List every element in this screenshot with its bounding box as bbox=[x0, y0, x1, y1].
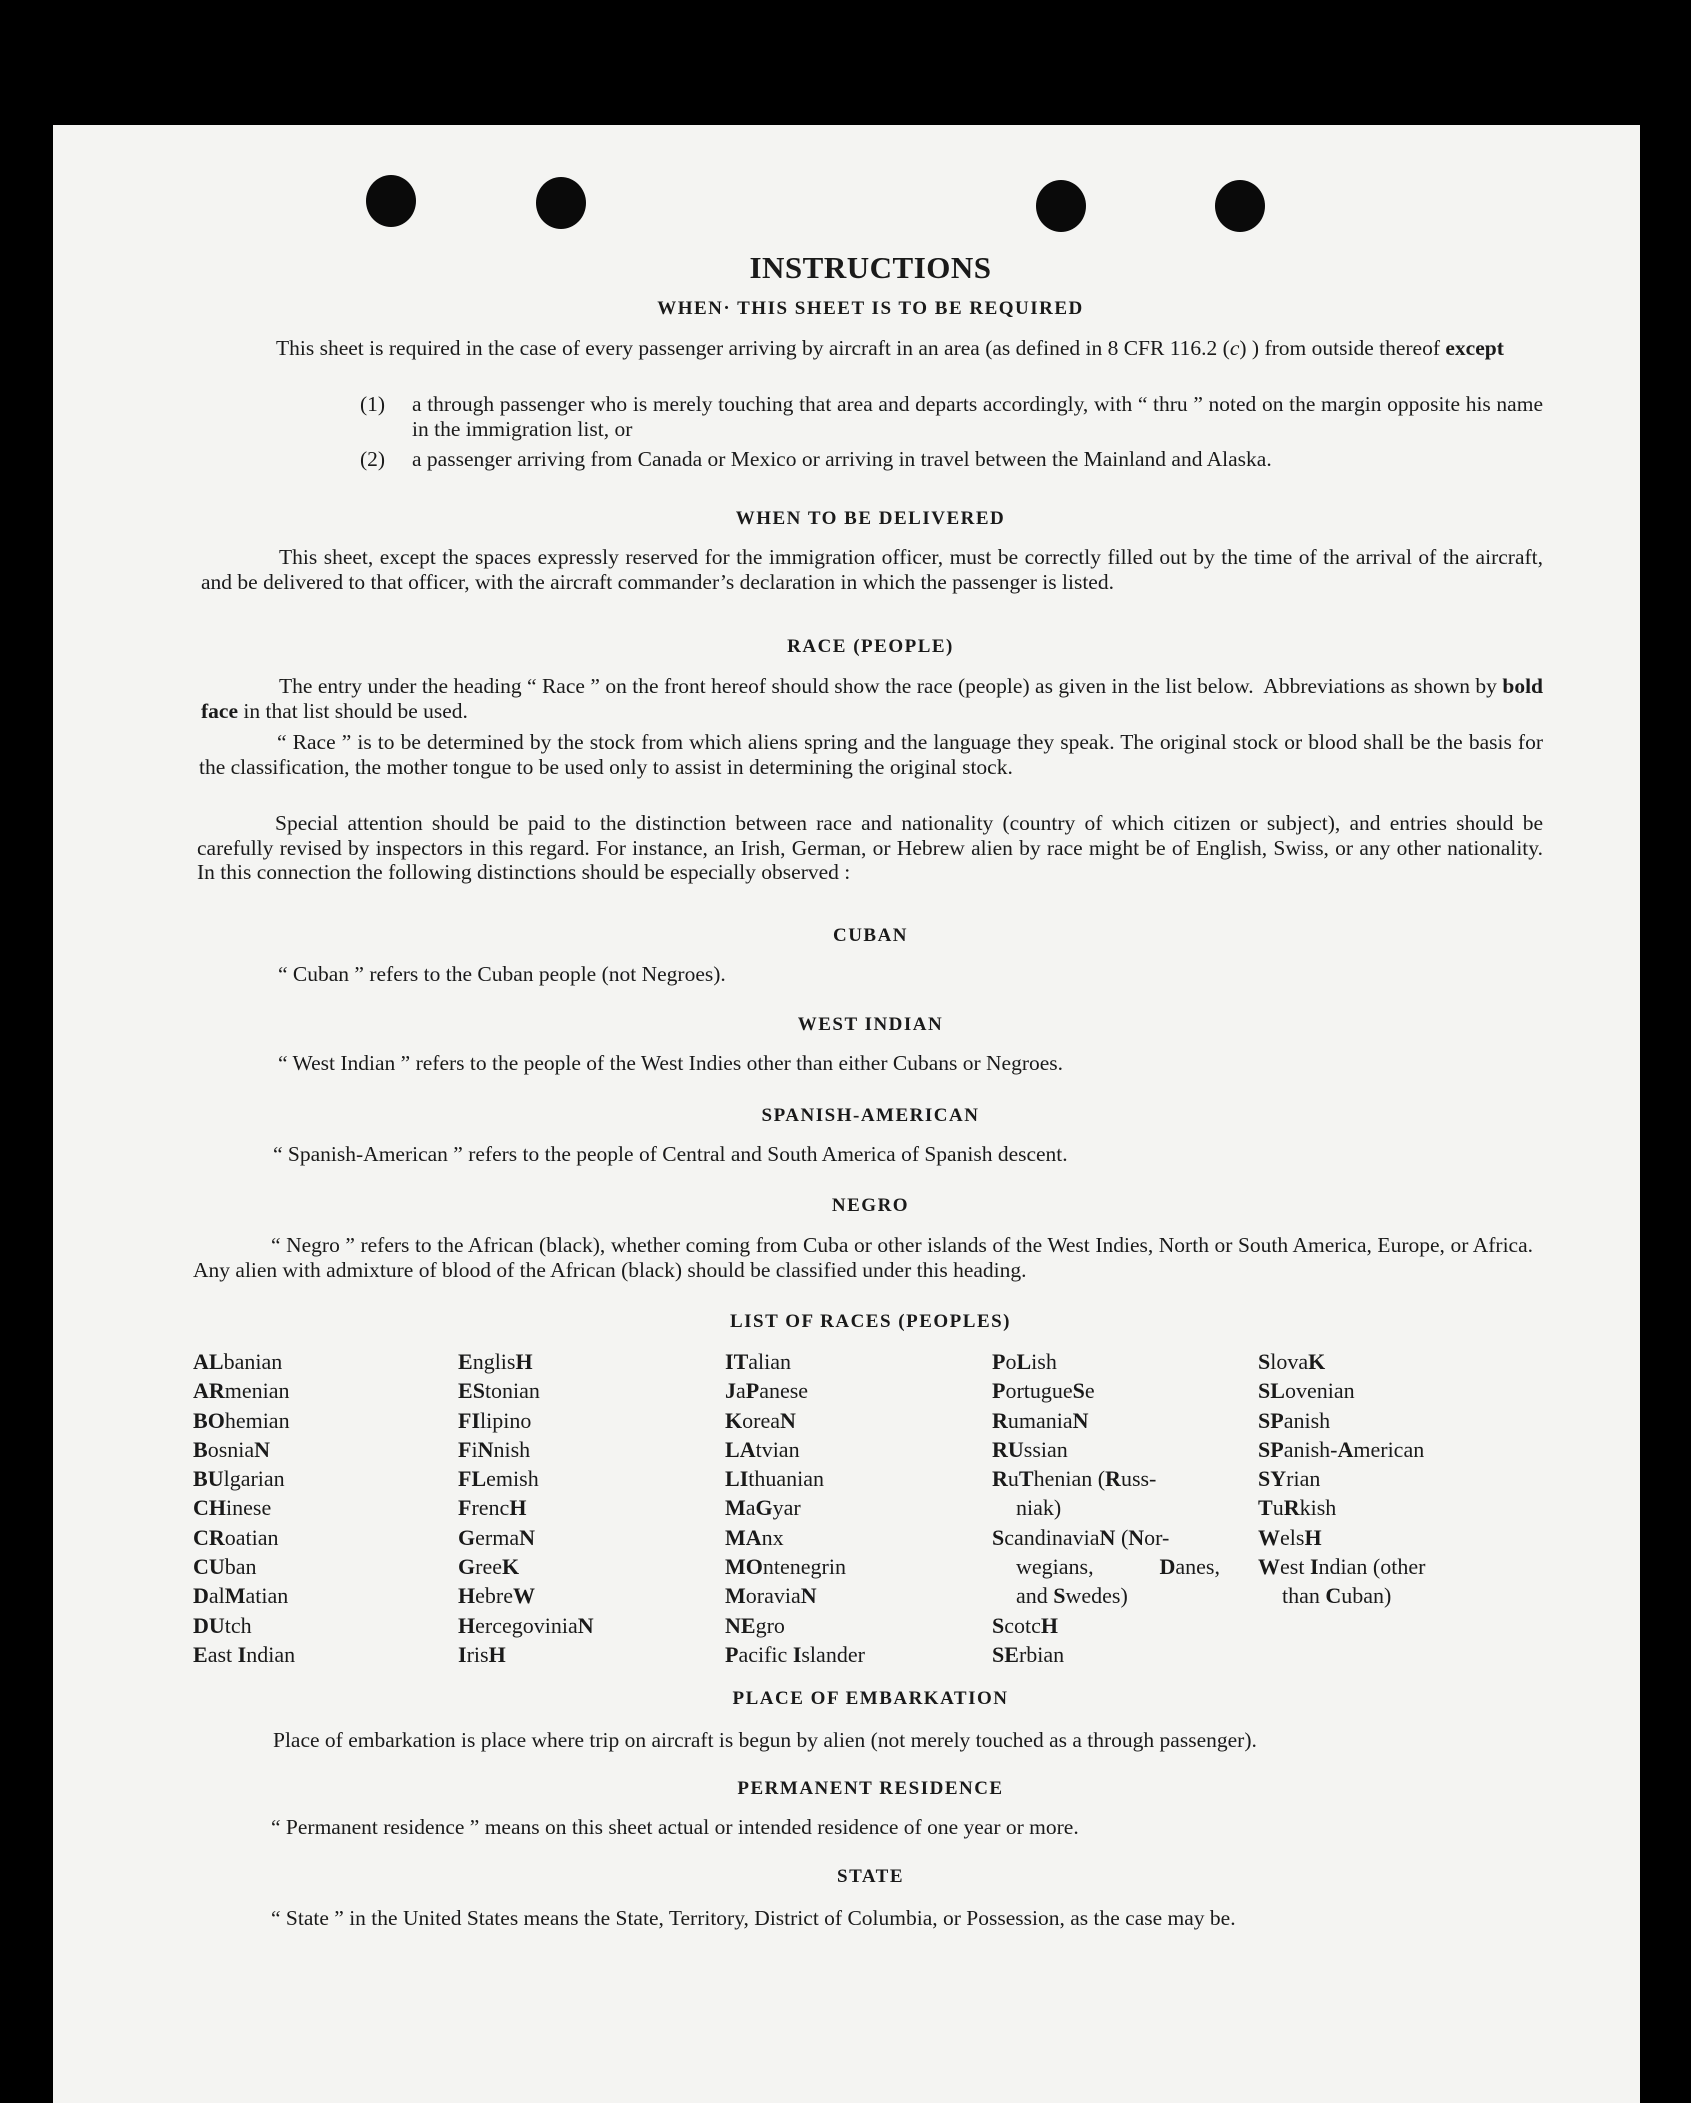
race-entry: RUssian bbox=[992, 1436, 1068, 1462]
race-entry: BOhemian bbox=[193, 1407, 290, 1433]
race-entry: MOntenegrin bbox=[725, 1554, 846, 1580]
race-entry: IrisH bbox=[458, 1641, 506, 1667]
race-entry: CRoatian bbox=[193, 1524, 279, 1550]
race-entry: FIlipino bbox=[458, 1407, 532, 1433]
race-entry: West Indian (other bbox=[1258, 1554, 1426, 1580]
race-column-5 bbox=[1258, 1347, 1543, 1611]
race-entry: SPanish bbox=[1258, 1407, 1331, 1433]
race-entry: MAnx bbox=[725, 1524, 784, 1550]
race-entry: DalMatian bbox=[193, 1583, 289, 1609]
race-column-2 bbox=[458, 1347, 708, 1669]
race-entry-continued: and Swedes) bbox=[1016, 1583, 1128, 1609]
race-entry: EStonian bbox=[458, 1378, 540, 1404]
race-entry: PortugueSe bbox=[992, 1378, 1095, 1404]
heading-list-of-races: LIST OF RACES (PEOPLES) bbox=[729, 1311, 1012, 1332]
race-entry: SYrian bbox=[1258, 1466, 1321, 1492]
heading-state: STATE bbox=[837, 1866, 904, 1887]
race-paragraph-1: The entry under the heading “ Race ” on the front hereof should show the race (people) as given in the list below. Abbreviations as shown by bold face in that list should be used. bbox=[201, 674, 1543, 723]
heading-cuban: CUBAN bbox=[832, 925, 909, 946]
race-entry-continued: wegians, Danes, bbox=[1016, 1554, 1220, 1580]
race-column-3 bbox=[725, 1347, 975, 1669]
race-entry: CUban bbox=[193, 1554, 257, 1580]
race-paragraph-2: “ Race ” is to be determined by the stock from which aliens spring and the language they speak. The original stock or blood shall be the basis for the classification, the mother tongue to be used only to assist in determining the original stock. bbox=[199, 730, 1543, 779]
exception-item: a through passenger who is merely touching that area and departs accordingly, with “ thru ” noted on the margin opposite his name in the immigration list, or bbox=[412, 392, 1543, 441]
race-entry: RumaniaN bbox=[992, 1407, 1089, 1433]
race-entry: HercegoviniaN bbox=[458, 1612, 594, 1638]
race-entry: NEgro bbox=[725, 1612, 785, 1638]
heading-when-required: WHEN· THIS SHEET IS TO BE REQUIRED bbox=[657, 298, 1084, 319]
embarkation-text: Place of embarkation is place where trip on aircraft is begun by alien (not merely touched as a through passenger). bbox=[273, 1728, 1257, 1752]
race-entry-continued: niak) bbox=[1016, 1495, 1062, 1521]
race-entry: HebreW bbox=[458, 1583, 535, 1609]
race-entry: ITalian bbox=[725, 1349, 792, 1374]
race-entry: ScandinaviaN (Nor- bbox=[992, 1524, 1170, 1550]
heading-spanish-american: SPANISH-AMERICAN bbox=[761, 1105, 980, 1126]
heading-west-indian: WEST INDIAN bbox=[797, 1014, 944, 1035]
race-entry: Pacific Islander bbox=[725, 1641, 865, 1667]
race-entry: PoLish bbox=[992, 1349, 1057, 1374]
document-body bbox=[193, 125, 1543, 2103]
race-entry: FrencH bbox=[458, 1495, 527, 1521]
race-entry: SlovaK bbox=[1258, 1349, 1326, 1374]
race-entry: RuThenian (Russ- bbox=[992, 1466, 1157, 1492]
race-entry-continued: than Cuban) bbox=[1282, 1583, 1392, 1609]
race-entry: BosniaN bbox=[193, 1436, 271, 1462]
race-entry: WelsH bbox=[1258, 1524, 1322, 1550]
heading-race: RACE (PEOPLE) bbox=[787, 636, 954, 657]
document-page bbox=[53, 125, 1640, 2103]
exception-number: (1) bbox=[360, 392, 386, 416]
race-entry: ALbanian bbox=[193, 1349, 283, 1374]
race-entry: FiNnish bbox=[458, 1436, 531, 1462]
race-entry: ScotcH bbox=[992, 1612, 1059, 1638]
exception-item: a passenger arriving from Canada or Mexico or arriving in travel between the Mainland and Alaska. bbox=[412, 447, 1272, 471]
race-entry: LAtvian bbox=[725, 1436, 800, 1462]
race-entry: KoreaN bbox=[725, 1407, 796, 1433]
heading-permanent-residence: PERMANENT RESIDENCE bbox=[737, 1778, 1004, 1799]
race-entry: BUlgarian bbox=[193, 1466, 285, 1492]
race-entry: ARmenian bbox=[193, 1378, 290, 1404]
residence-text: “ Permanent residence ” means on this sheet actual or intended residence of one year or more. bbox=[271, 1815, 1079, 1839]
heading-when-delivered: WHEN TO BE DELIVERED bbox=[735, 508, 1006, 529]
race-entry: MaGyar bbox=[725, 1495, 801, 1521]
required-intro: This sheet is required in the case of every passenger arriving by aircraft in an area (as defined in 8 CFR 116.2 (c) ) from outside thereof except bbox=[276, 336, 1504, 360]
race-entry: LIthuanian bbox=[725, 1466, 825, 1492]
race-column-4 bbox=[992, 1347, 1220, 1669]
cuban-text: “ Cuban ” refers to the Cuban people (not Negroes). bbox=[278, 962, 726, 986]
race-entry: GermaN bbox=[458, 1524, 535, 1550]
west-indian-text: “ West Indian ” refers to the people of the West Indies other than either Cubans or Negroes. bbox=[278, 1051, 1064, 1075]
race-entry: CHinese bbox=[193, 1495, 272, 1521]
heading-embarkation: PLACE OF EMBARKATION bbox=[732, 1688, 1009, 1709]
race-entry: SLovenian bbox=[1258, 1378, 1355, 1404]
race-entry: MoraviaN bbox=[725, 1583, 817, 1609]
exception-number: (2) bbox=[360, 447, 386, 471]
spanish-american-text: “ Spanish-American ” refers to the people of Central and South America of Spanish descent. bbox=[273, 1142, 1068, 1166]
race-entry: SPanish-American bbox=[1258, 1436, 1425, 1462]
race-entry: TuRkish bbox=[1258, 1495, 1337, 1521]
race-paragraph-3: Special attention should be paid to the distinction between race and nationality (country of which citizen or subject), and entries should be carefully revised by inspectors in this regard. For instance, an Irish, German, or Hebrew alien by race might be of English, Swiss, or any other nationality. In this connection the following distinctions should be especially observed : bbox=[197, 811, 1543, 884]
race-column-1 bbox=[193, 1347, 443, 1669]
race-entry: JaPanese bbox=[725, 1378, 809, 1404]
delivered-text: This sheet, except the spaces expressly reserved for the immigration officer, must be correctly filled out by the time of the arrival of the aircraft, and be delivered to that officer, with the aircraft commander’s declaration in which the passenger is listed. bbox=[201, 545, 1543, 594]
document-title: INSTRUCTIONS bbox=[749, 250, 992, 285]
race-entry: East Indian bbox=[193, 1641, 296, 1667]
state-text: “ State ” in the United States means the State, Territory, District of Columbia, or Possession, as the case may be. bbox=[271, 1906, 1236, 1930]
race-entry: SErbian bbox=[992, 1641, 1065, 1667]
race-entry: EnglisH bbox=[458, 1349, 533, 1374]
race-entry: DUtch bbox=[193, 1612, 252, 1638]
negro-text: “ Negro ” refers to the African (black), whether coming from Cuba or other islands of the West Indies, North or South America, Europe, or Africa. Any alien with admixture of blood of the African (black) should be classified under this heading. bbox=[193, 1233, 1533, 1282]
race-entry: FLemish bbox=[458, 1466, 539, 1492]
heading-negro: NEGRO bbox=[831, 1195, 910, 1216]
race-entry: GreeK bbox=[458, 1554, 520, 1580]
